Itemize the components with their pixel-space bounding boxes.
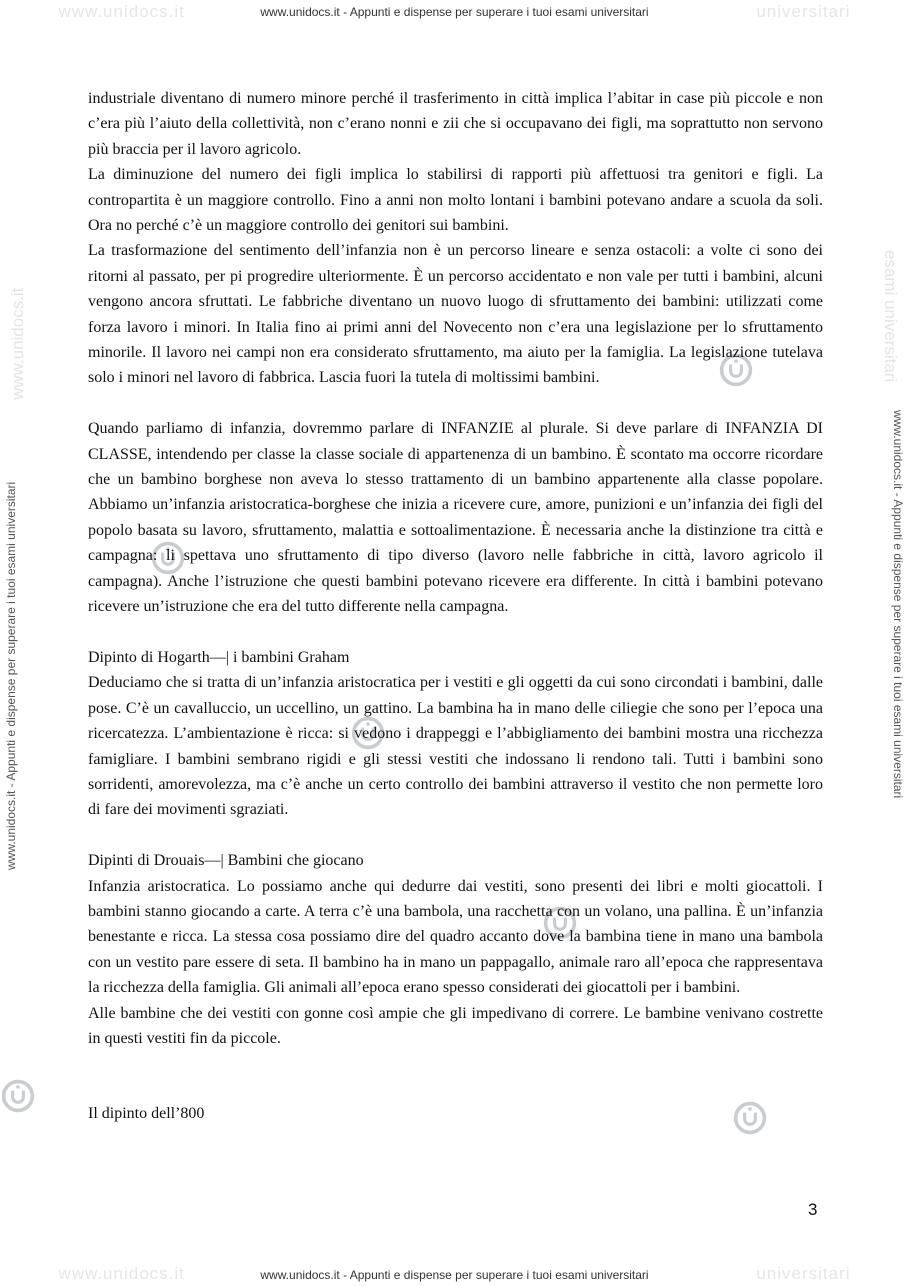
footer-watermark-faint: www.unidocs.it universitari bbox=[58, 1264, 851, 1283]
paragraph: La trasformazione del sentimento dell’infanzia non è un percorso lineare e senza ostacoli: a volte ci sono dei ritorni al passato, per pi progredire ulteriormente. È un percorso accidentato e non vale per tutti i bambini, alcuni vengono ancora sfruttati. Le fabbriche diventano un nuovo luogo di sfruttamento dei bambini: utilizzati come forza lavoro i minori. In Italia fino ai primi anni del Novecento non c’era una legislazione per lo sfruttamento minorile. Il lavoro nei campi non era considerato sfruttamento, ma aiuto per la famiglia. La legislazione tutelava solo i minori nel lavoro di fabbrica. Lascia fuori la tutela di moltissimi bambini. bbox=[88, 242, 823, 387]
unidocs-logo-icon bbox=[0, 1078, 36, 1114]
header-watermark-link[interactable]: www.unidocs.it - Appunti e dispense per superare i tuoi esami universitari bbox=[260, 5, 649, 19]
footer-watermark-link[interactable]: www.unidocs.it - Appunti e dispense per superare i tuoi esami universitari bbox=[260, 1268, 649, 1282]
page-number: 3 bbox=[808, 1200, 818, 1219]
paragraph: Infanzia aristocratica. Lo possiamo anche qui dedurre dai vestiti, sono presenti dei libri e molti giocattoli. I bambini stanno giocando a carte. A terra c’è una bambola, una racchetta con un volano, una pallina. È un’infanzia benestante e ricca. La stessa cosa possiamo dire del quadro accanto dove la bambina tiene in mano una bambola con un vestito pare essere di seta. Il bambino ha in mano un pappagallo, animale raro all’epoca che rappresentava la ricchezza della famiglia. Gli animali all’epoca erano spesso considerati dei giocattoli per i bambini. bbox=[88, 877, 823, 997]
section-heading: Dipinto di Hogarth—| i bambini Graham bbox=[88, 648, 350, 666]
paragraph: La diminuzione del numero dei figli implica lo stabilirsi di rapporti più affettuosi tra genitori e figli. La contropartita è un maggiore controllo. Fino a anni non molto lontani i bambini potevano andare a scuola da soli. Ora no perché c’è un maggiore controllo dei genitori sui bambini. bbox=[88, 166, 823, 235]
paragraph: Alle bambine che dei vestiti con gonne così ampie che gli impedivano di correre. Le bambine venivano costrette in questi vestiti fin da piccole. bbox=[88, 1004, 823, 1047]
right-side-watermark-faint: esami universitari bbox=[881, 250, 900, 383]
section-heading: Dipinti di Drouais—| Bambini che giocano bbox=[88, 852, 364, 870]
document-body bbox=[88, 86, 823, 1127]
left-side-watermark-faint: www.unidocs.it bbox=[8, 287, 27, 400]
section-heading: Il dipinto dell’800 bbox=[88, 1105, 205, 1123]
right-side-watermark: www.unidocs.it - Appunti e dispense per superare i tuoi esami universitari bbox=[891, 410, 905, 799]
paragraph: industriale diventano di numero minore perché il trasferimento in città implica l’abitar in case più piccole e non c’era più l’aiuto della collettività, non c’erano nonni e zii che si occupavano dei figli, ma soprattutto non servono più braccia per il lavoro agricolo. bbox=[88, 90, 823, 158]
left-side-watermark: www.unidocs.it - Appunti e dispense per superare i tuoi esami universitari bbox=[4, 481, 18, 870]
paragraph: Deduciamo che si tratta di un’infanzia aristocratica per i vestiti e gli oggetti da cui sono circondati i bambini, dalle pose. C’è un cavalluccio, un uccellino, un gattino. La bambina ha in mano delle ciliegie che sono per l’epoca una ricercatezza. L’ambientazione è ricca: si vedono i drappeggi e l’abbigliamento dei bambini mostra una ricchezza famigliare. I bambini sembrano rigidi e gli stessi vestiti che indossano li rendono tali. Tutti i bambini sono sorridenti, amorevolezza, ma c’è anche un certo controllo dei bambini attraverso il vestito che non permette loro di fare dei movimenti sgraziati. bbox=[88, 674, 823, 819]
header-watermark-faint: www.unidocs.it universitari bbox=[58, 2, 851, 21]
paragraph: Quando parliamo di infanzia, dovremmo parlare di INFANZIE al plurale. Si deve parlare di INFANZIA DI CLASSE, intendendo per classe la classe sociale di appartenenza di un bambino. È scontato ma occorre ricordare che un bambino borghese non aveva lo stesso trattamento di un bambino appartenente alla classe popolare. Abbiamo un’infanzia aristocratica-borghese che inizia a ricevere cure, amore, punizioni e un’infanzia dei figli del popolo basata su lavoro, sfruttamento, malattia e sottoalimentazione. È necessaria anche la distinzione tra città e campagna: li spettava uno sfruttamento di tipo diverso (lavoro nelle fabbriche in città, lavoro agricolo il campagna). Anche l’istruzione che questi bambini potevano ricevere era differente. In città i bambini potevano ricevere un’istruzione che era del tutto differente nella campagna. bbox=[88, 420, 823, 616]
